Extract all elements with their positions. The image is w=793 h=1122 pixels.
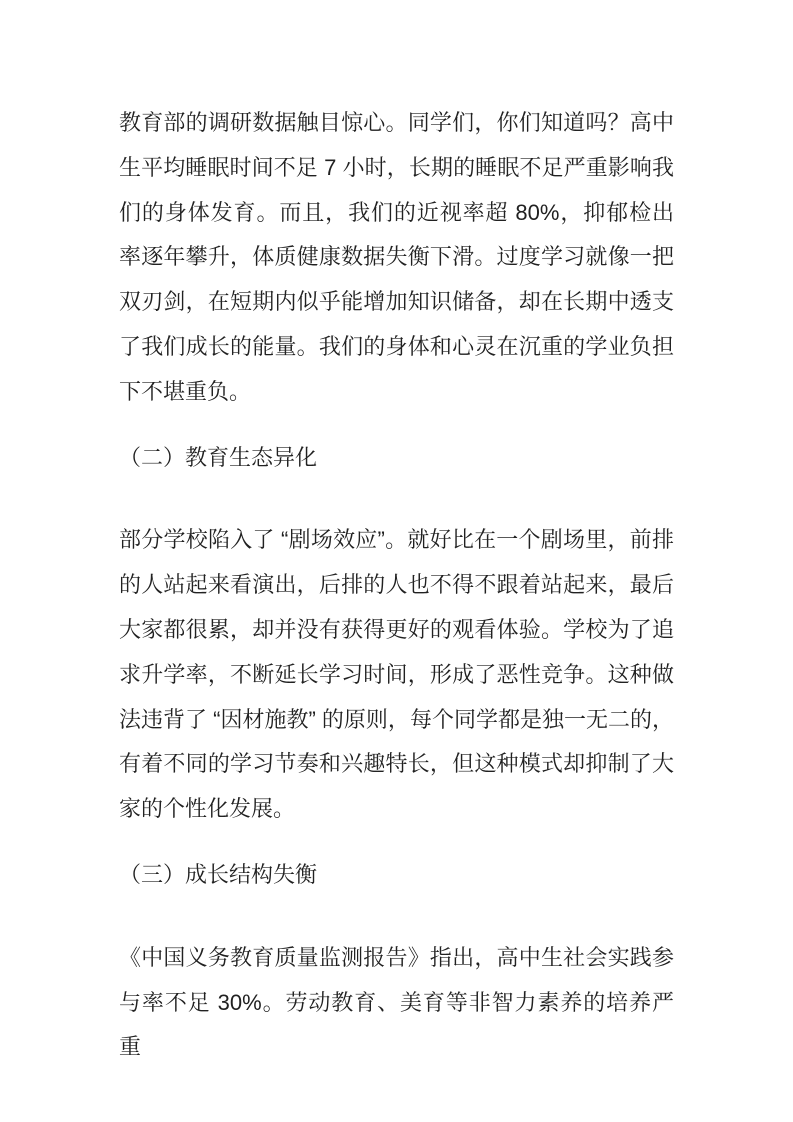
heading-section-2-education-ecology: （二）教育生态异化 — [119, 444, 318, 470]
paragraph-theater-effect: 部分学校陷入了 “剧场效应”。就好比在一个剧场里，前排的人站起来看演出，后排的人也不得不跟着站起来，最后大家都很累，却并没有获得更好的观看体验。学校为了追求升学率，不断延长学习时间，形成了恶性竞争。这种做法违背了 “因材施教” 的原则，每个同学都是独一无二的，有着不同的学习节奏和兴趣特长，但这种模式却抑制了大家的个性化发展。 — [119, 527, 674, 822]
heading-section-3-growth-imbalance: （三）成长结构失衡 — [119, 861, 318, 887]
paragraph-growth-imbalance-evidence: 《中国义务教育质量监测报告》指出，高中生社会实践参与率不足 30%。劳动教育、美育等非智力素养的培养严重 — [119, 944, 674, 1060]
paragraph-overwork-harm: 教育部的调研数据触目惊心。同学们，你们知道吗？高中生平均睡眠时间不足 7 小时，长期的睡眠不足严重影响我们的身体发育。而且，我们的近视率超 80%，抑郁检出率逐年攀升，体质健康数据失衡下滑。过度学习就像一把双刃剑，在短期内似乎能增加知识储备，却在长期中透支了我们成长的能量。我们的身体和心灵在沉重的学业负担下不堪重负。 — [119, 110, 674, 404]
